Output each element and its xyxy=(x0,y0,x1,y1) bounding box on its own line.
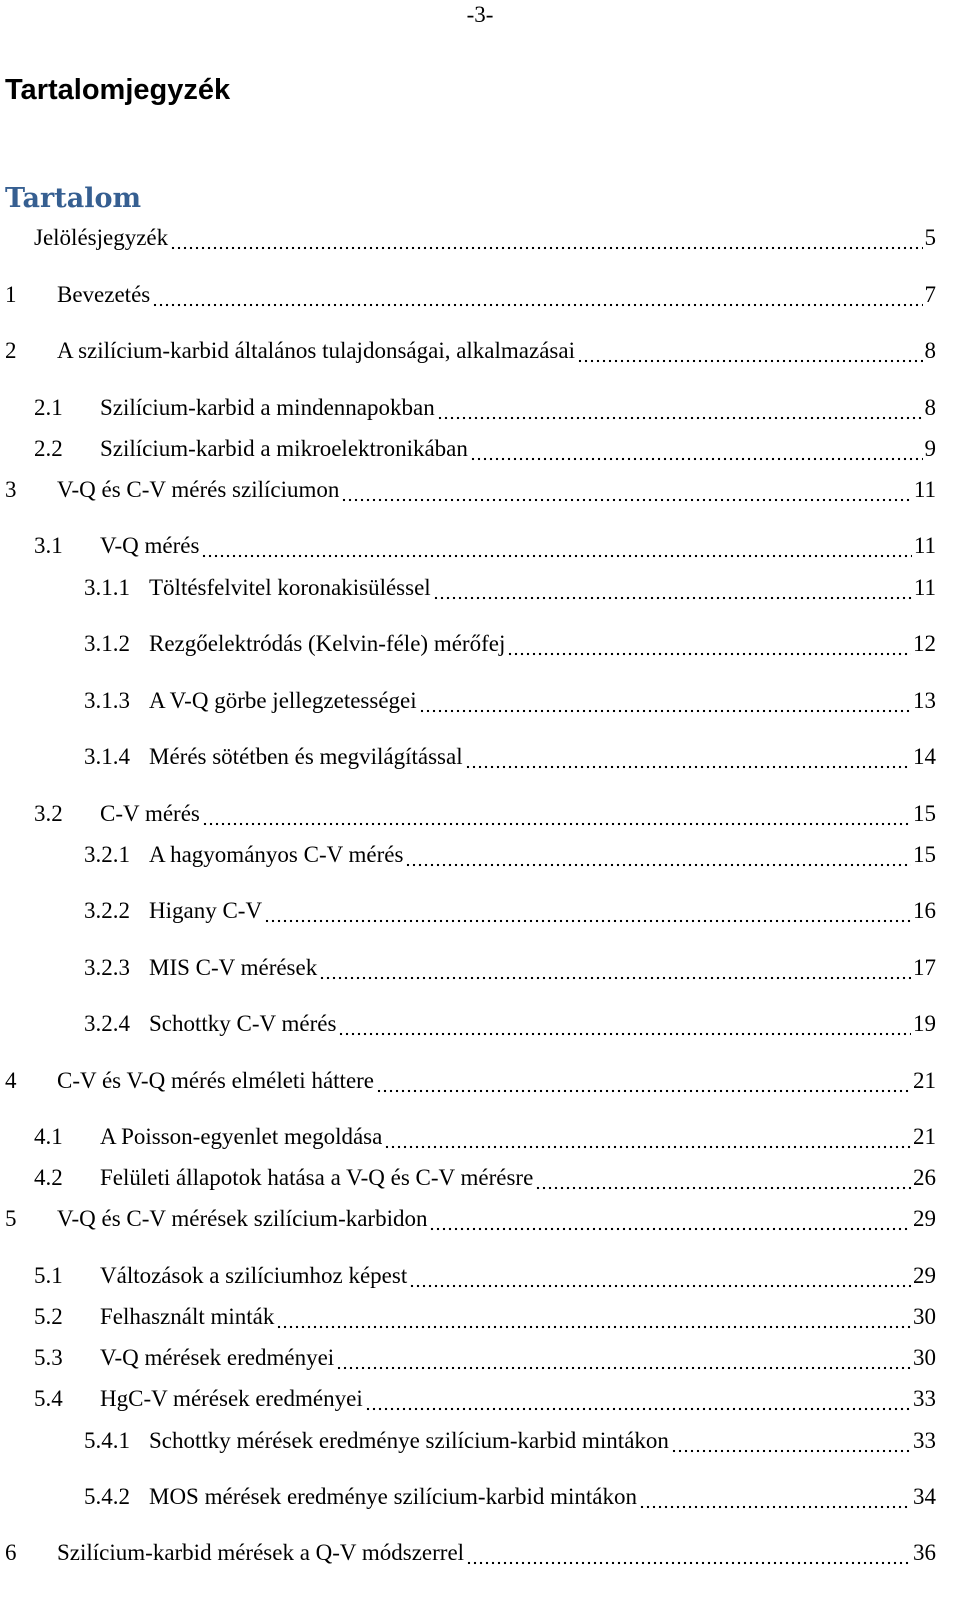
toc-entry[interactable] xyxy=(5,475,960,505)
toc-entry-title: V-Q mérés xyxy=(100,533,200,558)
toc-entry-title: A hagyományos C-V mérés xyxy=(149,842,404,867)
toc-entry-title: A szilícium-karbid általános tulajdonságai, alkalmazásai xyxy=(57,338,575,363)
toc-entry[interactable] xyxy=(84,1482,960,1512)
toc-leader-dots xyxy=(507,635,911,659)
toc-entry-number: 4.1 xyxy=(34,1124,63,1149)
toc-entry[interactable] xyxy=(5,1204,960,1234)
toc-entry-page: 15 xyxy=(913,801,936,826)
toc-entry-title: Bevezetés xyxy=(57,282,151,307)
toc-entry-title: V-Q mérések eredményei xyxy=(100,1345,335,1370)
toc-entry-title: Szilícium-karbid a mindennapokban xyxy=(100,395,435,420)
toc-entry-number: 3.1.3 xyxy=(84,688,130,713)
toc-entry-number: 5.4 xyxy=(34,1386,63,1411)
toc-entry-number: 2.1 xyxy=(34,395,63,420)
toc-entry-title: HgC-V mérések eredményei xyxy=(100,1386,363,1411)
toc-leader-dots xyxy=(409,1267,911,1291)
toc-entry[interactable] xyxy=(34,531,960,561)
toc-entry[interactable] xyxy=(84,953,960,983)
toc-entry-page: 29 xyxy=(913,1206,936,1231)
toc-entry-number: 3.1.2 xyxy=(84,631,130,656)
toc-entry[interactable] xyxy=(84,1426,960,1456)
toc-entry-title: Szilícium-karbid a mikroelektronikában xyxy=(100,436,468,461)
toc-entry-page: 7 xyxy=(924,282,936,307)
toc-entry-title: A V-Q görbe jellegzetességei xyxy=(149,688,417,713)
toc-entry[interactable] xyxy=(84,686,960,716)
toc-entry[interactable] xyxy=(84,629,960,659)
toc-leader-dots xyxy=(170,229,922,253)
toc-leader-dots xyxy=(437,399,923,423)
toc-leader-dots xyxy=(639,1488,911,1512)
toc-entry[interactable] xyxy=(34,1163,960,1193)
toc-leader-dots xyxy=(319,959,911,983)
toc-entry-title: MOS mérések eredménye szilícium-karbid mintákon xyxy=(149,1484,637,1509)
toc-entry-page: 33 xyxy=(913,1428,936,1453)
toc-entry-page: 5 xyxy=(924,225,936,250)
toc-entry-page: 21 xyxy=(913,1068,936,1093)
toc-entry-page: 26 xyxy=(913,1165,936,1190)
toc-entry[interactable] xyxy=(34,393,960,423)
toc-entry-page: 11 xyxy=(913,575,936,600)
toc-leader-dots xyxy=(465,748,911,772)
toc-leader-dots xyxy=(264,902,911,926)
page-number: -3- xyxy=(466,2,494,27)
toc-entry-page: 34 xyxy=(913,1484,936,1509)
toc-entry-number: 1 xyxy=(5,282,17,307)
toc-entry-page: 21 xyxy=(913,1124,936,1149)
toc-entry-number: 5.4.1 xyxy=(84,1428,130,1453)
toc-entry-number: 3.2.2 xyxy=(84,898,130,923)
toc-leader-dots xyxy=(201,537,911,561)
toc-entry[interactable] xyxy=(34,1261,960,1291)
toc-entry-page: 12 xyxy=(913,631,936,656)
toc-entry-title: V-Q és C-V mérések szilícium-karbidon xyxy=(57,1206,428,1231)
toc-entry[interactable] xyxy=(5,336,960,366)
toc-entry[interactable] xyxy=(84,1009,960,1039)
toc-entry[interactable] xyxy=(5,280,960,310)
document-title: Tartalomjegyzék xyxy=(5,74,231,106)
toc-entry-title: Változások a szilíciumhoz képest xyxy=(100,1263,408,1288)
toc-entry-title: Higany C-V xyxy=(149,898,263,923)
toc-entry[interactable] xyxy=(84,573,960,603)
toc-leader-dots xyxy=(577,342,923,366)
toc-leader-dots xyxy=(419,692,911,716)
toc-entry-page: 30 xyxy=(913,1304,936,1329)
toc-leader-dots xyxy=(429,1210,911,1234)
toc-leader-dots xyxy=(276,1308,911,1332)
toc-entry-page: 16 xyxy=(913,898,936,923)
toc-entry-number: 2 xyxy=(5,338,17,363)
toc-entry[interactable] xyxy=(34,1302,960,1332)
toc-entry-number: 3.2.3 xyxy=(84,955,130,980)
toc-leader-dots xyxy=(365,1390,911,1414)
toc-entry[interactable] xyxy=(34,434,960,464)
toc-entry-page: 14 xyxy=(913,744,936,769)
toc-leader-dots xyxy=(384,1128,911,1152)
toc-entry-number: 4 xyxy=(5,1068,17,1093)
toc-entry-number: 3.2 xyxy=(34,801,63,826)
toc-entry-page: 13 xyxy=(913,688,936,713)
toc-entry-page: 30 xyxy=(913,1345,936,1370)
toc-entry[interactable] xyxy=(84,840,960,870)
toc-entry-page: 11 xyxy=(913,533,936,558)
toc-entry-title: Szilícium-karbid mérések a Q-V módszerrel xyxy=(57,1540,465,1565)
toc-entry-number: 3.1.4 xyxy=(84,744,130,769)
toc-entry-title: C-V mérés xyxy=(100,801,200,826)
toc-leader-dots xyxy=(671,1432,911,1456)
toc-entry-title: Schottky mérések eredménye szilícium-karbid mintákon xyxy=(149,1428,669,1453)
toc-entry-page: 36 xyxy=(913,1540,936,1565)
toc-leader-dots xyxy=(376,1072,911,1096)
toc-entry-page: 8 xyxy=(924,395,936,420)
toc-entry-title: A Poisson-egyenlet megoldása xyxy=(100,1124,383,1149)
toc-leader-dots xyxy=(336,1349,911,1373)
toc-entry-number: 5 xyxy=(5,1206,17,1231)
toc-entry[interactable] xyxy=(34,799,960,829)
toc-entry-page: 15 xyxy=(913,842,936,867)
toc-entry[interactable] xyxy=(84,896,960,926)
toc-leader-dots xyxy=(433,579,912,603)
toc-entry-title: C-V és V-Q mérés elméleti háttere xyxy=(57,1068,375,1093)
toc-entry-title: Töltésfelvitel koronakisüléssel xyxy=(149,575,431,600)
toc-leader-dots xyxy=(341,481,911,505)
toc-entry-title: Felhasznált minták xyxy=(100,1304,275,1329)
toc-entry-number: 2.2 xyxy=(34,436,63,461)
toc-entry-title: Schottky C-V mérés xyxy=(149,1011,337,1036)
toc-entry-number: 5.2 xyxy=(34,1304,63,1329)
toc-leader-dots xyxy=(535,1169,911,1193)
toc-entry[interactable] xyxy=(34,1343,960,1373)
toc-entry[interactable] xyxy=(5,1066,960,1096)
toc-entry-title: Felületi állapotok hatása a V-Q és C-V mérésre xyxy=(100,1165,534,1190)
toc-entry-number: 3.2.1 xyxy=(84,842,130,867)
toc-entry-number: 5.1 xyxy=(34,1263,63,1288)
toc-leader-dots xyxy=(202,805,911,829)
toc-heading: Tartalom xyxy=(5,183,142,214)
toc-entry-title: Mérés sötétben és megvilágítással xyxy=(149,744,463,769)
toc-leader-dots xyxy=(405,846,911,870)
toc-entry[interactable] xyxy=(84,742,960,772)
toc-leader-dots xyxy=(338,1015,911,1039)
toc-entry-page: 9 xyxy=(924,436,936,461)
toc-entry[interactable] xyxy=(34,1122,960,1152)
toc-entry-number: 3.1.1 xyxy=(84,575,130,600)
toc-entry-title: Jelölésjegyzék xyxy=(34,225,169,250)
toc-entry-number: 3.2.4 xyxy=(84,1011,130,1036)
toc-entry-number: 4.2 xyxy=(34,1165,63,1190)
toc-entry-page: 8 xyxy=(924,338,936,363)
toc-entry-page: 29 xyxy=(913,1263,936,1288)
toc-entry-page: 19 xyxy=(913,1011,936,1036)
toc-entry[interactable] xyxy=(5,1538,960,1568)
toc-entry-page: 33 xyxy=(913,1386,936,1411)
toc-entry[interactable] xyxy=(34,1384,960,1414)
toc-entry-number: 3.1 xyxy=(34,533,63,558)
toc-entry-page: 17 xyxy=(913,955,936,980)
toc-entry-title: MIS C-V mérések xyxy=(149,955,318,980)
toc-leader-dots xyxy=(470,440,923,464)
toc-entry-number: 6 xyxy=(5,1540,17,1565)
toc-leader-dots xyxy=(466,1544,911,1568)
toc-entry-number: 5.3 xyxy=(34,1345,63,1370)
toc-entry-number: 3 xyxy=(5,477,17,502)
toc-entry-page: 11 xyxy=(913,477,936,502)
toc-entry-title: V-Q és C-V mérés szilíciumon xyxy=(57,477,340,502)
toc-leader-dots xyxy=(152,286,922,310)
toc-entry-number: 5.4.2 xyxy=(84,1484,130,1509)
toc-entry-title: Rezgőelektródás (Kelvin-féle) mérőfej xyxy=(149,631,506,656)
toc-entry[interactable] xyxy=(34,223,960,253)
